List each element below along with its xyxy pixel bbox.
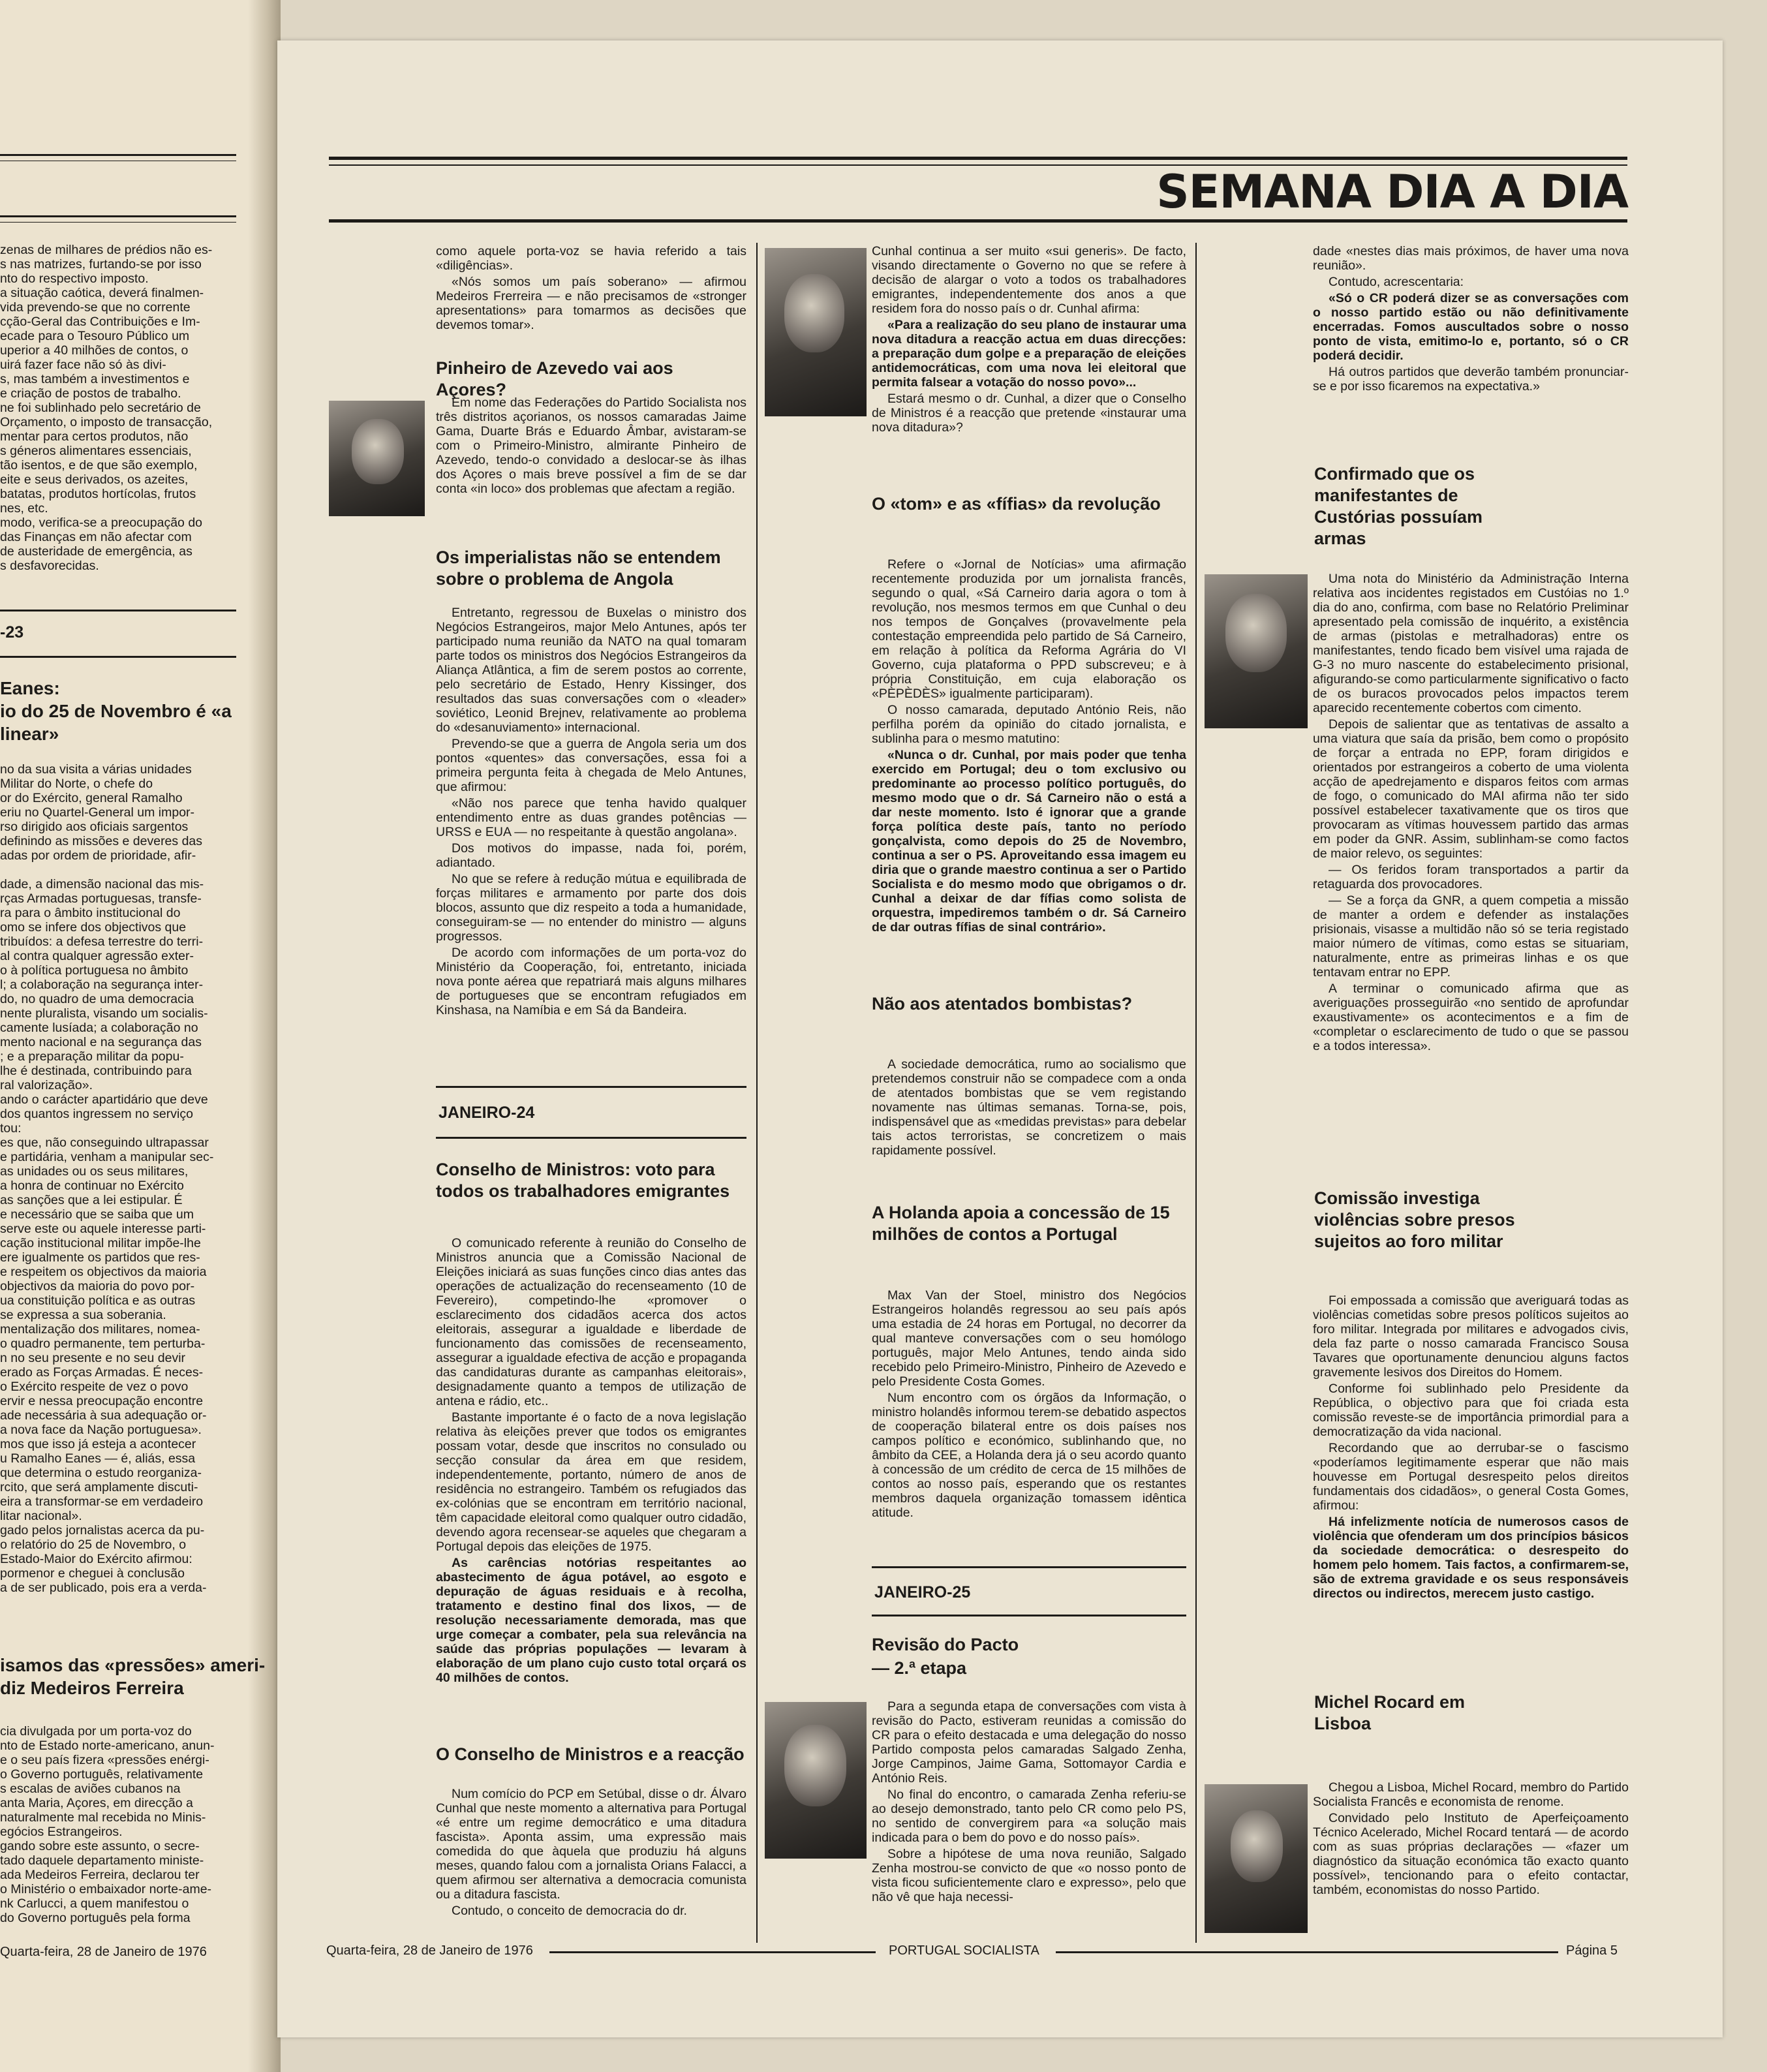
col2-pacto-text [872, 1699, 1186, 1906]
left-page-text-line: eite e seus derivados, os azeites, [0, 472, 189, 487]
date-rule-25-bottom [872, 1615, 1186, 1616]
footer-page-number: Página 5 [1566, 1943, 1618, 1958]
photo-alvaro-cunhal [765, 248, 867, 416]
left-page-text-line: al contra qualquer agressão exter- [0, 949, 194, 963]
date-rule-24-bottom [436, 1137, 746, 1139]
date-rule-24-top [436, 1086, 746, 1088]
conselho-paragraph-2: Bastante importante é o facto de a nova legislação relativa às eleições prever que todos os emigrantes possam votar, desde que inscritos no consulado ou secção consular da área em que residem, independentemente, portanto, número de anos de residência no estrangeiro. Também os refugiados das ex-colónias que se encontram em território nacional, têm capacidade eleitoral como qualquer outro cidadão, devendo agora recensear-se aqueles que chegaram a Portugal depois das eleições de 1975. [436, 1410, 746, 1554]
left-page-text-line: camente lusíada; a colaboração no [0, 1021, 198, 1035]
left-page-text-line: gando sobre este assunto, o secre- [0, 1839, 200, 1853]
left-page-bottom-text [0, 1724, 236, 1925]
col1-azevedo-text [436, 395, 746, 498]
angola-paragraph-4: Dos motivos do impasse, nada foi, porém, adiantado. [436, 841, 746, 870]
left-page-text-line: eira a transformar-se em verdadeiro [0, 1494, 204, 1509]
holanda-paragraph-2: Num encontro com os órgãos da Informação, o ministro holandês informou terem-se debatido aspectos de cooperação bilateral entre os dois países nos campos político e económico, sublinhando que, no âmbito da CEE, a Holanda dera já o seu acordo quanto à concessão de um crédito de cerca de 15 milhões de contos ao nosso país, esperando que os restantes membros daquela organização tomassem idêntica atitude. [872, 1391, 1186, 1520]
conselho-paragraph-1: O comunicado referente à reunião do Conselho de Ministros anuncia que a Comissão Nacional de Eleições iniciará as suas funções cinco dias antes das operações de actualização do recenseamento (10 de Fevereiro), competindo-lhe «promover o esclarecimento dos cidadãos acerca dos actos eleitorais, assegurar a igualdade e liberdade de funcionamento das comissões de recenseamento, assegurar a igualdade efectiva de acção e propaganda das candidaturas durante as campanhas eleitorais», designadamente quanto a tempos de utilização de antena e rádio, etc.. [436, 1236, 746, 1408]
left-page-text-line: or do Exército, general Ramalho [0, 791, 183, 805]
left-page-text-line: mento nacional e na segurança das [0, 1035, 202, 1049]
left-page-text-line [0, 863, 236, 877]
pacto-paragraph-2: No final do encontro, o camarada Zenha referiu-se ao desejo demonstrado, tanto pelo CR como pelo PS, no sentido de convergirem para «a solução mais indicada para o bem do povo e do nosso país». [872, 1787, 1186, 1845]
date-tag-janeiro-25: JANEIRO-25 [874, 1583, 971, 1601]
col3-custorias-text [1313, 572, 1629, 1055]
headline-pacto: Revisão do Pacto [872, 1635, 1019, 1654]
photo-custorias [1205, 574, 1308, 728]
left-page-text-line: e necessário que se saiba que um [0, 1207, 194, 1222]
left-page-text-line: ; e a preparação militar da popu- [0, 1049, 184, 1064]
pacto-paragraph-1: Para a segunda etapa de conversações com vista à revisão do Pacto, estiveram reunidas a comissão do CR para o efeito destacada e uma delegação do nosso Partido composta pelos camaradas Salgado Zenha, Jorge Campinos, Jaime Gama, Sottomayor Cardia e António Reis. [872, 1699, 1186, 1786]
headline-comissao: Comissão investiga violências sobre presos sujeitos ao foro militar [1314, 1188, 1515, 1251]
left-page-text-line: o relatório do 25 de Novembro, o [0, 1538, 187, 1552]
col1-conselho-text [436, 1236, 746, 1687]
col3-intro-text [1313, 244, 1629, 395]
headline-pacto-sub: — 2.ª etapa [872, 1658, 967, 1678]
col1-intro2: «Nós somos um país soberano» — afirmou Medeiros Frerreira — e não precisamos de «stronger apresentations» para tomarmos as decisões que devemos tomar». [436, 275, 746, 332]
masthead-title: SEMANA DIA A DIA [1156, 165, 1628, 219]
left-page-text-line: Militar do Norte, o chefe do [0, 777, 153, 791]
left-top-rule [0, 154, 236, 156]
left-page-text-line: cação institucional militar impõe-lhe [0, 1236, 201, 1250]
left-page-text-line: s nas matrizes, furtando-se por isso [0, 257, 202, 271]
left-heading-5: diz Medeiros Ferreira [0, 1678, 184, 1698]
left-page-text-line: ua constituição política e as outras [0, 1293, 196, 1308]
col3-intro: dade «nestes dias mais próximos, de haver uma nova reunião». [1313, 244, 1629, 273]
left-page-text-line: ade necessária à sua adequação or- [0, 1408, 207, 1423]
col1-angola-text [436, 606, 746, 1019]
left-page-text-line: uperior a 40 milhões de contos, o [0, 343, 189, 358]
left-heading-1: Eanes: [0, 678, 60, 698]
left-page-text-line: e partidária, venham a manipular sec- [0, 1150, 214, 1164]
left-page-text-line: rso dirigido aos oficiais sargentos [0, 820, 189, 834]
atentados-paragraph: A sociedade democrática, rumo ao socialismo que pretendemos construir não se compadece com a onda de atentados bombistas que se vem registando novamente nas últimas semanas. Torna-se, pois, indispensável que as «medidas previstas» para debelar tais actos terroristas, se concretizem o mais rapidamente possível. [872, 1057, 1186, 1158]
left-page-text-line: ada Medeiros Ferreira, declarou ter [0, 1868, 200, 1882]
col3-paragraph-2: Contudo, acrescentaria: [1329, 275, 1464, 289]
left-page-text-line: do, no quadro de uma democracia [0, 992, 194, 1006]
comissao-paragraph-2: Conforme foi sublinhado pelo Presidente da República, o objectivo para que foi criada esta comissão reveste-se de importância primordial para a democratização da vida nacional. [1313, 1382, 1629, 1439]
comissao-paragraph-3: Recordando que ao derrubar-se o fascismo «poderíamos legitimamente esperar que não mais houvesse em Portugal desrespeito pelos direitos fundamentais dos cidadãos», o general Costa Gomes, afirmou: [1313, 1441, 1629, 1513]
col3-comissao-text [1313, 1293, 1629, 1603]
left-page-text-line: tão isentos, e de que são exemplo, [0, 458, 198, 472]
left-page-text-line: cia divulgada por um porta-voz do [0, 1724, 192, 1739]
angola-paragraph-6: De acordo com informações de um porta-voz do Ministério da Cooperação, foi, entretanto, iniciada nova ponte aérea que repatriará mais alguns milhares de portugueses que se encontram refugiados em Kinshasa, na Namíbia e em Sá da Bandeira. [436, 946, 746, 1017]
left-page-text-line: objectivos da maioria do povo por- [0, 1279, 195, 1293]
left-page-text-line: ecade para o Tesouro Público um [0, 329, 190, 343]
footer-paper-name: PORTUGAL SOCIALISTA [889, 1943, 1039, 1958]
left-page-text-line: u Ramalho Eanes — é, aliás, essa [0, 1451, 196, 1466]
left-footer-date: Quarta-feira, 28 de Janeiro de 1976 [0, 1945, 207, 1959]
tom-paragraph-2: O nosso camarada, deputado António Reis, não perfilha porém da opinião do citado jornalista, e sublinha para o mesmo matutino: [872, 703, 1186, 746]
reaccao-paragraph-2: Contudo, o conceito de democracia do dr. [452, 1904, 687, 1918]
headline-azevedo: Pinheiro de Azevedo vai aos Açores? [436, 358, 673, 399]
headline-reaccao: O Conselho de Ministros e a reacção [436, 1744, 745, 1764]
left-page-text-line: gado pelos jornalistas acerca da pu- [0, 1523, 205, 1538]
comissao-paragraph-1: Foi empossada a comissão que averiguará todas as violências cometidas sobre presos políticos sujeitos ao foro militar. Integrada por militares e advogados civis, dela faz parte o nosso camarada Francisco Sousa Tavares que oportunamente denunciou alguns factos gravemente lesivos dos Direitos do Homem. [1313, 1293, 1629, 1380]
left-page-text-line: zenas de milhares de prédios não es- [0, 243, 213, 257]
left-page-text-line: tado daquele departamento ministe- [0, 1853, 204, 1868]
left-page-text-line: o Ministério o embaixador norte-ame- [0, 1882, 212, 1896]
custorias-paragraph-4: — Se a força da GNR, a quem competia a missão de manter a ordem e defender as instalações prisionais, visasse a multidão não só se teria registado maior número de vítimas, como estas se situariam, naturalmente, entre as primeiras linhas e os que tentavam entrar no EPP. [1313, 893, 1629, 980]
col1-reaccao-text [436, 1787, 746, 1920]
left-page-text-line: nto de Estado norte-americano, anun- [0, 1739, 215, 1753]
left-page-text-line: ral valorização». [0, 1078, 93, 1092]
cunhal-quote: «Para a realização do seu plano de instaurar uma nova ditadura a reacção actua em duas direcções: a preparação dum golpe e a preparação de eleições antidemocráticas, com uma nova lei eleitoral que permita falsear a votação do nosso povo»... [872, 318, 1186, 390]
left-page-text-line: serve este ou aquele interesse parti- [0, 1222, 206, 1236]
left-page-text-line: es que, não conseguindo ultrapassar [0, 1136, 209, 1150]
left-page-text-line: as unidades ou os seus militares, [0, 1164, 189, 1179]
left-page-text-line: a de ser publicado, pois era a verda- [0, 1581, 207, 1595]
left-page-text-line: s géneros alimentares essenciais, [0, 444, 192, 458]
left-page-text-line: o à política portuguesa no âmbito [0, 963, 189, 978]
left-page-text-line: mentalização dos militares, nomea- [0, 1322, 200, 1337]
left-page-text-line: nk Carlucci, a quem manifestou o [0, 1896, 189, 1911]
rocard-paragraph-2: Convidado pelo Instituto de Aperfeiçoamento Técnico Acelerado, Michel Rocard tentará — de acordo com as suas próprias declarações — «fazer um diagnóstico da situação económica tão exacto quanto possível», tencionando para o efeito contactar, também, economistas do nosso Partido. [1313, 1811, 1629, 1897]
left-heading-3: linear» [0, 724, 59, 744]
col3-paragraph-4: Há outros partidos que deverão também pronunciar-se e por isso ficaremos na expectativa.» [1313, 365, 1629, 394]
left-page-text-line: s desfavorecidas. [0, 559, 99, 573]
left-page-text-line: as sanções que a lei estipular. É [0, 1193, 183, 1207]
headline-atentados: Não aos atentados bombistas? [872, 994, 1133, 1013]
comissao-paragraph-4: Há infelizmente notícia de numerosos casos de violência que ofenderam um dos princípios básicos da sociedade democrática: o desrespeito do homem pelo homem. Tais factos, a confirmarem-se, são de extrema gravidade e os seus responsáveis directos ou indirectos, merecem justo castigo. [1313, 1515, 1629, 1601]
col2-intro-text [872, 244, 1186, 437]
headline-angola: Os imperialistas não se entendem sobre o problema de Angola [436, 548, 721, 589]
left-page-text-line: egócios Estrangeiros. [0, 1825, 123, 1839]
custorias-paragraph-3: — Os feridos foram transportados a partir da retaguarda dos provocadores. [1313, 863, 1629, 891]
left-page-text-line: omo se infere dos objectivos que [0, 920, 187, 935]
left-page-text-line: a nova face da Nação portuguesa». [0, 1423, 202, 1437]
left-page-text-line: ervir e nessa preocupação encontre [0, 1394, 204, 1408]
headline-holanda: A Holanda apoia a concessão de 15 milhões de contos a Portugal [872, 1203, 1170, 1244]
col2-paragraph-2: Estará mesmo o dr. Cunhal, a dizer que o Conselho de Ministros é a reacção que pretende «instaurar uma nova ditadura»? [872, 392, 1186, 435]
conselho-paragraph-3: As carências notórias respeitantes ao abastecimento de água potável, ao esgoto e depuração de águas residuais e à recolha, tratamento e destino final dos lixos, — de resolução necessariamente demorada, mas que urge começar a combater, pela sua relevância na saúde das próprias populações — levaram à elaboração de um plano cujo custo total orçará os 40 milhões de contos. [436, 1556, 746, 1685]
left-rule2-thin [0, 222, 236, 223]
tom-paragraph-1: Refere o «Jornal de Notícias» uma afirmação recentemente produzida por um jornalista francês, segundo o qual, «Sá Carneiro daria agora o tom à revolução, nos mesmos termos em que Cunhal o deu nos tempos de Gonçalves (provavelmente pela contestação empreendida pelo partido de Sá Carneiro, em relação à política da Reforma Agrária do VI Governo, cuja plataforma o PPD subscreveu; e à própria Constituição, em cuja elaboração os «PÈPÈDÈS» igualmente participaram). [872, 557, 1186, 701]
date-tag-janeiro-24: JANEIRO-24 [438, 1104, 535, 1122]
col3-paragraph-3: «Só o CR poderá dizer se as conversações com o nosso partido estão ou não definitivamente encerradas. Fomos auscultados sobre o nosso ponto de vista, emitimo-lo e, portanto, só o CR poderá decidir. [1313, 291, 1629, 363]
left-date-tag: -23 [0, 623, 24, 642]
left-page-text-line: Estado-Maior do Exército afirmou: [0, 1552, 192, 1566]
col2-intro: Cunhal continua a ser muito «sui generis». De facto, visando directamente o Governo no que se refere à decisão de alargar o voto a todos os trabalhadores emigrantes, independentemente dos anos a que residem fora do nosso país o dr. Cunhal afirma: [872, 244, 1186, 316]
photo-michel-rocard [1205, 1784, 1308, 1933]
left-page-text-line: anta Maria, Açores, em direcção a [0, 1796, 193, 1810]
left-page-text-line: tribuídos: a defesa terrestre do terri- [0, 935, 204, 949]
col2-tom-text [872, 557, 1186, 936]
reaccao-paragraph-1: Num comício do PCP em Setúbal, disse o dr. Álvaro Cunhal que neste momento a alternativa para Portugal «é entre um regime democrático e uma ditadura fascista». Aponta assim, uma expressão mais comedida do que àquela que produziu há alguns meses, quando falou com a jornalista Orians Falacci, a quem afirmou ser alternativa a democracia comunista ou a ditadura fascista. [436, 1787, 746, 1902]
left-page-text-line: s escalas de aviões cubanos na [0, 1782, 181, 1796]
left-page-text-line: nente pluralista, visando um socialis- [0, 1006, 208, 1021]
angola-paragraph-1: Entretanto, regressou de Buxelas o ministro dos Negócios Estrangeiros, major Melo Antunes, após ter participado numa reunião da NATO na qual tomaram parte todos os ministros dos Negócios Estrangeiros da Aliança Atlântica, a fim de serem postos ao corrente, pelo secretário de Estado, Henry Kissinger, dos resultados das suas conversações com o «leader» soviético, Leonid Brejnev, relativamente ao problema do «desanuviamento» internacional. [436, 606, 746, 735]
left-page-text-line: litar nacional». [0, 1509, 82, 1523]
left-heading-2: io do 25 de Novembro é «a [0, 701, 232, 721]
left-date-rule2 [0, 656, 236, 658]
masthead-bottom-rule [329, 219, 1627, 223]
azevedo-paragraph: Em nome das Federações do Partido Socialista nos três distritos açorianos, os nossos camaradas Jaime Gama, Duarte Brás e Eduardo Âmbar, avistaram-se com o Primeiro-Ministro, almirante Pinheiro de Azevedo, tendo-o convidado a deslocar-se às ilhas dos Açores o mais breve possível a fim de se dar conta «in loco» dos problemas que afectam a região. [436, 395, 746, 496]
col2-atentados-text [872, 1057, 1186, 1160]
footer-date: Quarta-feira, 28 de Janeiro de 1976 [326, 1943, 533, 1958]
masthead-top-rule [329, 157, 1627, 160]
angola-paragraph-3: «Não nos parece que tenha havido qualquer entendimento entre as duas grandes potências — URSS e EUA — no respeitante à questão angolana». [436, 796, 746, 839]
left-page-text-line: das Finanças em não afectar com [0, 530, 192, 544]
left-page-text-line: se expressa a sua soberania. [0, 1308, 166, 1322]
col2-holanda-text [872, 1288, 1186, 1522]
photo-salgado-zenha [765, 1702, 867, 1859]
left-page-text-line: definindo as missões e deveres das [0, 834, 203, 848]
headline-conselho: Conselho de Ministros: voto para todos os trabalhadores emigrantes [436, 1160, 730, 1201]
pacto-paragraph-3: Sobre a hipótese de uma nova reunião, Salgado Zenha mostrou-se convicto de que «o nosso ponto de vista ficou suficientemente claro e expresso», pelo que não vê que haja necessi- [872, 1847, 1186, 1904]
left-page-text-line: que determina o estudo reorganiza- [0, 1466, 202, 1480]
left-page-text-line: e o seu país fizera «pressões enérgi- [0, 1753, 209, 1767]
rocard-paragraph-1: Chegou a Lisboa, Michel Rocard, membro do Partido Socialista Francês e economista de renome. [1313, 1780, 1629, 1809]
left-page-text-line: a honra de continuar no Exército [0, 1179, 184, 1193]
left-page-text-line: tou: [0, 1121, 22, 1136]
left-page-text-line: n no seu presente e no seu devir [0, 1351, 186, 1365]
custorias-paragraph-1: Uma nota do Ministério da Administração Interna relativa aos incidentes registados em Custóias no 1.º dia do ano, confirma, com base no Relatório Preliminar apresentado pela comissão de inquérito, a existência de armas (pistolas e metralhadoras) entre os manifestantes, tendo ficado bem visível uma rajada de G-3 no muro nascente do estabelecimento prisional, afigurando-se como particularmente significativo o facto de os buracos provocados pelos impactos terem aparecido recentemente cobertos com cimento. [1313, 572, 1629, 715]
left-page-text-line: rças Armadas portuguesas, transfe- [0, 891, 202, 906]
photo-pinheiro-azevedo [329, 401, 425, 516]
left-page-text-line: dos quantos ingressem no serviço [0, 1107, 193, 1121]
custorias-paragraph-2: Depois de salientar que as tentativas de assalto a uma viatura que saía da prisão, bem como o propósito de forçar a entrada no EPP, foram dirigidos e orientados por estrangeiros a coberto de uma violenta acção de apedrejamento e disparos feitos com armas de fogo, o comunicado do MAI afirma não ter sido possível estabelecer taxativamente que os tiros que provocaram as vítimas houvessem partido das armas em poder da GNR. Assim, sublinham-se como factos de maior relevo, os seguintes: [1313, 717, 1629, 861]
left-page-text-line: nes, etc. [0, 501, 48, 516]
left-page-text-line: dade, a dimensão nacional das mis- [0, 877, 204, 891]
headline-tom-fifias: O «tom» e as «fífias» da revolução [872, 494, 1161, 514]
left-page-text-line: de austeridade de emergência, as [0, 544, 192, 559]
left-page-text-line: s, mas também a investimentos e [0, 372, 190, 386]
left-page-text-line: mos que isso já esteja a acontecer [0, 1437, 196, 1451]
left-page-text-line: erado as Forças Armadas. É neces- [0, 1365, 204, 1380]
holanda-paragraph-1: Max Van der Stoel, ministro dos Negócios Estrangeiros holandês regressou ao seu país após uma estadia de 24 horas em Portugal, no decorrer da qual manteve conversações com o seu homólogo português, major Melo Antunes, tendo ainda sido recebido pelo Primeiro-Ministro, Pinheiro de Azevedo e pelo Presidente Costa Gomes. [872, 1288, 1186, 1389]
left-page-text-line: o quadro permanente, tem perturba- [0, 1337, 206, 1351]
left-page-text-line: pormenor e cheguei à conclusão [0, 1566, 185, 1581]
left-page-text-line: l; a colaboração na segurança inter- [0, 978, 204, 992]
col1-intro-text [436, 244, 746, 334]
left-page-text-line: lhe é destinada, contribuindo para [0, 1064, 192, 1078]
angola-paragraph-2: Prevendo-se que a guerra de Angola seria um dos pontos «quentes» das conversações, essa foi a primeira pergunta feita à chegada de Melo Antunes, que afirmou: [436, 737, 746, 794]
left-page-top-text [0, 243, 236, 573]
angola-paragraph-5: No que se refere à redução mútua e equilibrada de forças militares e armamento por parte dos dois blocos, assunto que diz respeito a toda a humanidade, conseguiram-se — no entender do ministro — alguns progressos. [436, 872, 746, 944]
col1-intro: como aquele porta-voz se havia referido a tais «diligências». [436, 244, 746, 273]
left-page-text-line: cção-Geral das Contribuições e Im- [0, 315, 200, 329]
left-page-text-line: e criação de postos de trabalho. [0, 386, 181, 401]
left-page-text-line: a situação caótica, deverá finalmen- [0, 286, 204, 300]
tom-paragraph-3: «Nunca o dr. Cunhal, por mais poder que tenha exercido em Portugal; deu o tom exclusivo ou predominante ao processo político português, do mesmo modo que o dr. Sá Carneiro não o está a dar neste momento. Isto é ignorar que a grande força política deste país, tanto no período gonçalvista, como depois do 25 de Novembro, continua a ser o PS. Aproveitando essa imagem eu diria que o grande maestro continua a ser o Partido Socialista e do mesmo modo que obrigamos o dr. Cunhal a deixar de dar fífias como solista de orquestra, impediremos também o dr. Sá Carneiro de dar outras fífias de sinal contrário». [872, 748, 1186, 935]
left-page-text-line: ra para o âmbito institucional do [0, 906, 181, 920]
left-page-text-line: naturalmente mal recebida no Minis- [0, 1810, 206, 1825]
left-page-text-line: eriu no Quartel-General um impor- [0, 805, 195, 820]
left-rule2 [0, 215, 236, 217]
column-divider-1 [756, 243, 758, 1943]
left-page-text-line: modo, verifica-se a preocupação do [0, 516, 203, 530]
left-page-text-line: adas por ordem de prioridade, afir- [0, 848, 196, 863]
left-page-text-line: do Governo português pela forma [0, 1911, 191, 1925]
left-page-text-line: mentar para certos produtos, não [0, 429, 189, 444]
custorias-paragraph-5: A terminar o comunicado afirma que as averiguações prosseguirão «no sentido de aprofundar exaustivamente» os acontecimentos e a fim de «completar o esclarecimento de tudo o que se passou e a todos interessa». [1313, 982, 1629, 1053]
left-page-text-line: o Exército respeite de vez o povo [0, 1380, 189, 1394]
col3-rocard-text [1313, 1780, 1629, 1899]
column-divider-2 [1195, 243, 1197, 1943]
page-spine [248, 0, 281, 2072]
headline-rocard: Michel Rocard em Lisboa [1314, 1692, 1466, 1733]
left-page-text-line: ere igualmente os partidos que res- [0, 1250, 200, 1265]
footer-rule-left [549, 1951, 876, 1953]
left-page-text-line: ne foi sublinhado pelo secretário de [0, 401, 201, 415]
left-page-text-line: e respeitem os objectivos da maioria [0, 1265, 207, 1279]
left-page-text-line: no da sua visita a várias unidades [0, 762, 192, 777]
left-page-text-line: Orçamento, o imposto de transacção, [0, 415, 213, 429]
date-rule-25-top [872, 1566, 1186, 1568]
left-date-rule [0, 610, 236, 611]
left-page-text-line: batatas, produtos hortícolas, frutos [0, 487, 196, 501]
left-heading-4: isamos das «pressões» ameri- [0, 1655, 266, 1675]
left-page-text-line: ando o carácter apartidário que deve [0, 1092, 208, 1107]
left-page-text-line: vida prevendo-se que no corrente [0, 300, 191, 315]
left-page-text-line: o Governo português, relativamente [0, 1767, 204, 1782]
left-page-text-line: nto do respectivo imposto. [0, 271, 149, 286]
footer-rule-right [1056, 1951, 1558, 1953]
left-page-body-text [0, 762, 236, 1595]
left-page-text-line: uirá fazer face não só às divi- [0, 358, 166, 372]
headline-custorias: Confirmado que os manifestantes de Custórias possuíam armas [1314, 464, 1483, 548]
left-page-text-line: rcito, que será amplamente discuti- [0, 1480, 198, 1494]
